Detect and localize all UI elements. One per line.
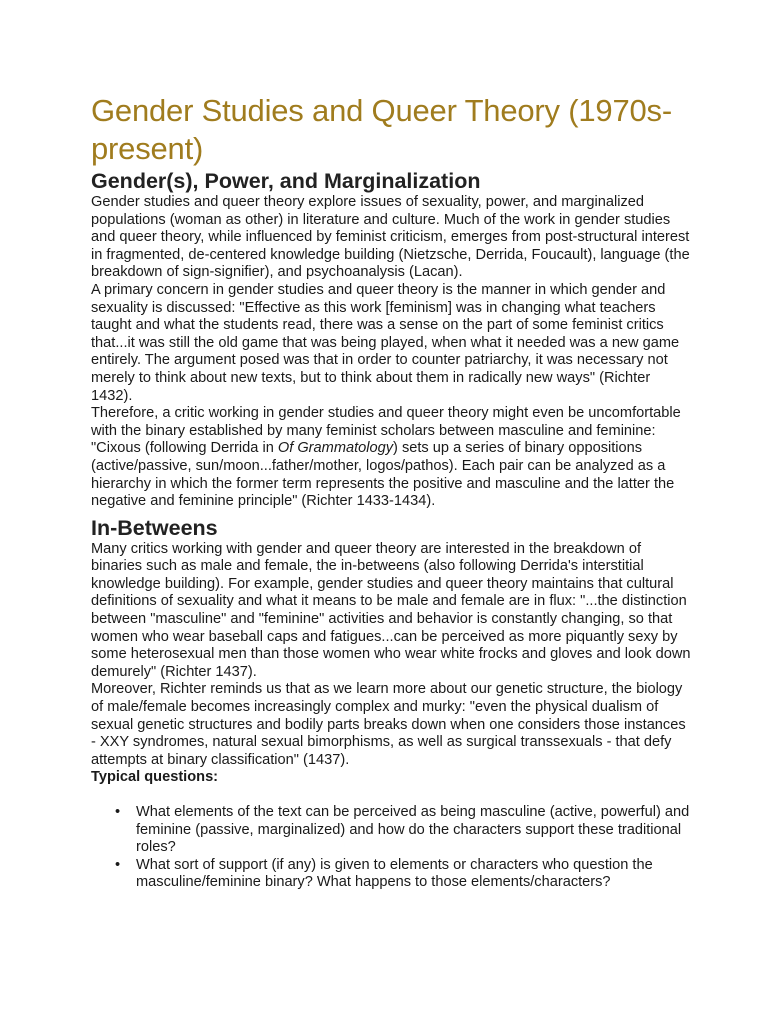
section-heading-in-betweens: In-Betweens bbox=[91, 515, 218, 540]
page-title: Gender Studies and Queer Theory (1970s-present) bbox=[91, 93, 672, 166]
document-page bbox=[91, 92, 691, 892]
question-text: What sort of support (if any) is given to elements or characters who question the masculine/feminine binary? What happens to those elements/characters? bbox=[136, 856, 653, 891]
list-item bbox=[115, 804, 691, 857]
typical-questions-label: Typical questions: bbox=[91, 769, 219, 786]
paragraph-therefore-text-2: ) sets up a series of binary oppositions (active/passive, sun/moon...father/mother, logos/pathos). Each pair can be analyzed as a hierarchy in which the former term represents the positive and masculine and the latter the negative and feminine principle" (Richter 1433-1434). bbox=[91, 440, 675, 510]
paragraph-moreover: Moreover, Richter reminds us that as we learn more about our genetic structure, the biology of male/female becomes increasingly complex and murky: "even the physical dualism of sexual genetic structures and bodily parts breaks down when one considers those instances - XXY syndromes, natural sexual bimorphisms, as well as surgical transsexuals - that defy attempts at binary classification" (1437). bbox=[91, 681, 686, 768]
paragraph-primary-concern: A primary concern in gender studies and queer theory is the manner in which gender and sexuality is discussed: "Effective as this work [feminism] was in changing what teachers taught and what the students read, there was a sense on the part of some feminist critics that...it was still the old game that was being played, when what it needed was a new game entirely. The argument posed was that in order to counter patriarchy, it was necessary not merely to think about new texts, but to think about them in radically new ways" (Richter 1432). bbox=[91, 281, 680, 404]
paragraph-therefore bbox=[91, 405, 691, 511]
paragraph-many-critics: Many critics working with gender and queer theory are interested in the breakdown of binaries such as male and female, the in-betweens (also following Derrida's interstitial knowledge building). For example, gender studies and queer theory maintains that cultural definitions of sexuality and what it means to be male and female are in flux: "...the distinction between "masculine" and "feminine" activities and behavior is constantly changing, so that women who wear baseball caps and fatigues...can be perceived as more piquantly sexy by some heterosexual men than those women who wear white frocks and gloves and look down demurely" (Richter 1437). bbox=[91, 540, 691, 680]
bullet-icon: • bbox=[115, 804, 121, 820]
questions-list bbox=[91, 804, 691, 892]
list-item bbox=[115, 856, 691, 892]
book-title-of-grammatology: Of Grammatology bbox=[277, 440, 394, 457]
paragraph-intro: Gender studies and queer theory explore issues of sexuality, power, and marginalized populations (woman as other) in literature and culture. Much of the work in gender studies and queer theory, while influenced by feminist criticism, emerges from post-structural interest in fragmented, de-centered knowledge building (Nietzsche, Derrida, Foucault), language (the breakdown of sign-signifier), and psychoanalysis (Lacan). bbox=[91, 194, 690, 281]
section-heading-gender-power: Gender(s), Power, and Marginalization bbox=[91, 169, 481, 193]
paragraph-therefore-text-1: Therefore, a critic working in gender studies and queer theory might even be uncomfortable with the binary established by many feminist scholars between masculine and feminine: "Cixous (following Derrida in bbox=[91, 405, 681, 457]
bullet-icon: • bbox=[115, 856, 121, 873]
question-text: What elements of the text can be perceived as being masculine (active, powerful) and feminine (passive, marginalized) and how do the characters support these traditional roles? bbox=[136, 804, 690, 856]
